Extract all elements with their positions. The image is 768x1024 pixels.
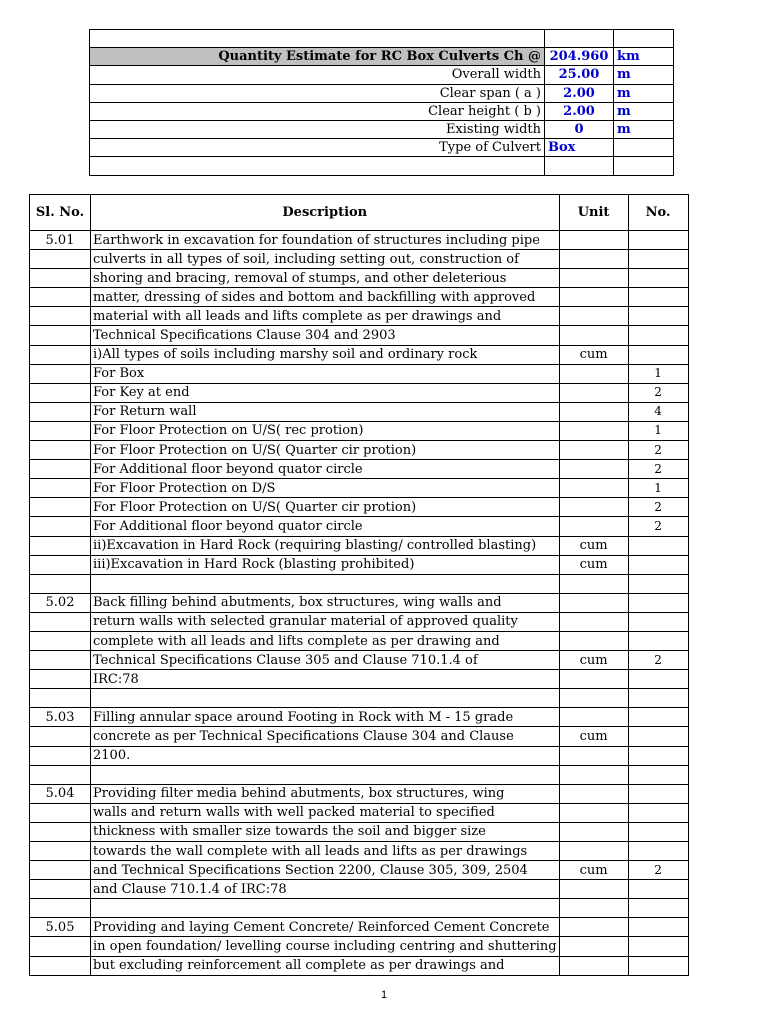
sl-no-cell xyxy=(30,326,91,345)
description-cell: Back filling behind abutments, box structures, wing walls and xyxy=(91,593,560,612)
no-cell: 1 xyxy=(628,479,688,498)
table-row xyxy=(30,593,689,612)
unit-cell xyxy=(559,631,628,650)
table-row xyxy=(30,441,689,460)
sl-no-cell xyxy=(30,498,91,517)
table-row xyxy=(30,555,689,574)
no-cell: 2 xyxy=(628,460,688,479)
no-cell xyxy=(628,746,688,765)
table-row xyxy=(30,651,689,670)
no-cell xyxy=(628,937,688,956)
parameter-label: Type of Culvert xyxy=(90,139,545,157)
description-cell: ii)Excavation in Hard Rock (requiring blasting/ controlled blasting) xyxy=(91,536,560,555)
no-cell: 2 xyxy=(628,861,688,880)
no-cell xyxy=(628,574,688,593)
sl-no-cell xyxy=(30,956,91,975)
sl-no-cell xyxy=(30,937,91,956)
description-cell: For Floor Protection on U/S( Quarter cir protion) xyxy=(91,498,560,517)
sl-no-cell xyxy=(30,345,91,364)
unit-cell xyxy=(559,822,628,841)
description-cell: iii)Excavation in Hard Rock (blasting prohibited) xyxy=(91,555,560,574)
col-unit: Unit xyxy=(559,195,628,231)
description-cell: but excluding reinforcement all complete as per drawings and xyxy=(91,956,560,975)
table-row xyxy=(30,842,689,861)
no-cell: 4 xyxy=(628,402,688,421)
no-cell xyxy=(628,708,688,727)
sl-no-cell xyxy=(30,842,91,861)
no-cell xyxy=(628,250,688,269)
unit-cell: cum xyxy=(559,861,628,880)
chainage-value: 204.960 xyxy=(545,48,614,66)
description-cell: culverts in all types of soil, including setting out, construction of xyxy=(91,250,560,269)
table-row xyxy=(30,574,689,593)
description-cell: Filling annular space around Footing in Rock with M - 15 grade xyxy=(91,708,560,727)
unit-cell xyxy=(559,708,628,727)
unit-cell xyxy=(559,956,628,975)
sl-no-cell xyxy=(30,899,91,918)
description-cell xyxy=(91,899,560,918)
parameter-unit: m xyxy=(614,120,674,138)
unit-cell xyxy=(559,498,628,517)
unit-cell xyxy=(559,364,628,383)
parameter-unit: m xyxy=(614,66,674,84)
parameter-label: Clear height ( b ) xyxy=(90,102,545,120)
chainage-unit: km xyxy=(614,48,674,66)
description-cell: Providing filter media behind abutments, box structures, wing xyxy=(91,784,560,803)
unit-cell xyxy=(559,231,628,250)
sl-no-cell xyxy=(30,612,91,631)
unit-cell xyxy=(559,269,628,288)
parameter-label: Overall width xyxy=(90,66,545,84)
table-row xyxy=(30,517,689,536)
table-row xyxy=(30,364,689,383)
sl-no-cell xyxy=(30,631,91,650)
parameter-unit xyxy=(614,139,674,157)
table-row xyxy=(30,479,689,498)
table-row xyxy=(30,689,689,708)
no-cell xyxy=(628,326,688,345)
unit-cell xyxy=(559,918,628,937)
sl-no-cell xyxy=(30,822,91,841)
description-cell: Technical Specifications Clause 304 and 2903 xyxy=(91,326,560,345)
parameter-row xyxy=(90,66,674,84)
sl-no-cell xyxy=(30,288,91,307)
table-row xyxy=(30,421,689,440)
no-cell: 2 xyxy=(628,441,688,460)
no-cell xyxy=(628,803,688,822)
sl-no-cell xyxy=(30,803,91,822)
table-row xyxy=(30,498,689,517)
unit-cell xyxy=(559,670,628,689)
sl-no-cell: 5.02 xyxy=(30,593,91,612)
parameter-value: Box xyxy=(545,139,614,157)
sl-no-cell xyxy=(30,574,91,593)
parameter-value: 0 xyxy=(545,120,614,138)
sl-no-cell xyxy=(30,517,91,536)
table-row xyxy=(30,326,689,345)
no-cell xyxy=(628,784,688,803)
unit-cell xyxy=(559,784,628,803)
sl-no-cell xyxy=(30,861,91,880)
no-cell xyxy=(628,727,688,746)
table-row xyxy=(30,402,689,421)
table-row xyxy=(30,460,689,479)
parameter-value: 2.00 xyxy=(545,102,614,120)
table-row xyxy=(30,956,689,975)
unit-cell xyxy=(559,383,628,402)
description-cell: i)All types of soils including marshy soil and ordinary rock xyxy=(91,345,560,364)
culvert-parameters-table xyxy=(89,29,674,176)
unit-cell xyxy=(559,880,628,899)
unit-cell xyxy=(559,441,628,460)
description-cell: Earthwork in excavation for foundation of structures including pipe xyxy=(91,231,560,250)
description-cell: and Clause 710.1.4 of IRC:78 xyxy=(91,880,560,899)
unit-cell xyxy=(559,612,628,631)
sl-no-cell xyxy=(30,555,91,574)
sl-no-cell xyxy=(30,364,91,383)
no-cell xyxy=(628,689,688,708)
description-cell xyxy=(91,765,560,784)
parameter-row xyxy=(90,120,674,138)
sl-no-cell xyxy=(30,421,91,440)
table-row xyxy=(30,269,689,288)
sl-no-cell xyxy=(30,441,91,460)
unit-cell xyxy=(559,842,628,861)
no-cell: 1 xyxy=(628,364,688,383)
no-cell xyxy=(628,536,688,555)
table-row xyxy=(30,288,689,307)
table-row xyxy=(30,822,689,841)
table-row xyxy=(30,250,689,269)
sl-no-cell xyxy=(30,250,91,269)
sl-no-cell xyxy=(30,670,91,689)
description-cell: 2100. xyxy=(91,746,560,765)
no-cell xyxy=(628,288,688,307)
unit-cell xyxy=(559,421,628,440)
parameter-unit: m xyxy=(614,102,674,120)
unit-cell xyxy=(559,689,628,708)
unit-cell xyxy=(559,326,628,345)
no-cell xyxy=(628,269,688,288)
description-cell xyxy=(91,689,560,708)
table-row xyxy=(30,899,689,918)
no-cell xyxy=(628,670,688,689)
description-cell: matter, dressing of sides and bottom and backfilling with approved xyxy=(91,288,560,307)
parameter-value: 2.00 xyxy=(545,84,614,102)
unit-cell xyxy=(559,479,628,498)
description-cell: For Key at end xyxy=(91,383,560,402)
table-row xyxy=(30,880,689,899)
sl-no-cell xyxy=(30,536,91,555)
description-cell: and Technical Specifications Section 2200, Clause 305, 309, 2504 xyxy=(91,861,560,880)
unit-cell xyxy=(559,307,628,326)
description-cell: Technical Specifications Clause 305 and Clause 710.1.4 of xyxy=(91,651,560,670)
no-cell xyxy=(628,822,688,841)
sl-no-cell: 5.03 xyxy=(30,708,91,727)
sl-no-cell xyxy=(30,689,91,708)
sl-no-cell: 5.05 xyxy=(30,918,91,937)
no-cell xyxy=(628,593,688,612)
table-row xyxy=(30,670,689,689)
no-cell xyxy=(628,918,688,937)
description-cell: For Additional floor beyond quator circle xyxy=(91,460,560,479)
unit-cell xyxy=(559,937,628,956)
unit-cell xyxy=(559,250,628,269)
col-no: No. xyxy=(628,195,688,231)
col-description: Description xyxy=(91,195,560,231)
no-cell: 2 xyxy=(628,498,688,517)
table-row xyxy=(30,345,689,364)
col-sl-no: Sl. No. xyxy=(30,195,91,231)
table-row xyxy=(30,765,689,784)
table-row xyxy=(30,536,689,555)
description-cell: walls and return walls with well packed material to specified xyxy=(91,803,560,822)
unit-cell xyxy=(559,899,628,918)
no-cell: 2 xyxy=(628,517,688,536)
parameter-label: Existing width xyxy=(90,120,545,138)
page-number: 1 xyxy=(380,989,388,1001)
description-cell: For Floor Protection on U/S( Quarter cir protion) xyxy=(91,441,560,460)
no-cell xyxy=(628,956,688,975)
header-blank-row xyxy=(90,157,674,175)
table-row xyxy=(30,784,689,803)
sl-no-cell: 5.01 xyxy=(30,231,91,250)
sl-no-cell xyxy=(30,269,91,288)
unit-cell xyxy=(559,765,628,784)
unit-cell xyxy=(559,593,628,612)
sl-no-cell xyxy=(30,479,91,498)
sl-no-cell xyxy=(30,651,91,670)
unit-cell xyxy=(559,803,628,822)
estimate-title: Quantity Estimate for RC Box Culverts Ch @ xyxy=(90,48,545,66)
sl-no-cell xyxy=(30,727,91,746)
table-row xyxy=(30,803,689,822)
table-row xyxy=(30,708,689,727)
no-cell xyxy=(628,631,688,650)
description-cell: in open foundation/ levelling course including centring and shuttering xyxy=(91,937,560,956)
table-row xyxy=(30,727,689,746)
parameter-row xyxy=(90,102,674,120)
quantity-estimate-table xyxy=(29,194,689,976)
no-cell xyxy=(628,345,688,364)
description-cell: For Floor Protection on D/S xyxy=(91,479,560,498)
no-cell: 2 xyxy=(628,383,688,402)
description-cell: For Box xyxy=(91,364,560,383)
sl-no-cell: 5.04 xyxy=(30,784,91,803)
table-row xyxy=(30,231,689,250)
sl-no-cell xyxy=(30,402,91,421)
unit-cell: cum xyxy=(559,536,628,555)
unit-cell: cum xyxy=(559,651,628,670)
description-cell: thickness with smaller size towards the soil and bigger size xyxy=(91,822,560,841)
table-row xyxy=(30,383,689,402)
description-cell: For Additional floor beyond quator circle xyxy=(91,517,560,536)
header-blank-row xyxy=(90,30,674,48)
no-cell xyxy=(628,612,688,631)
parameter-row xyxy=(90,139,674,157)
no-cell xyxy=(628,231,688,250)
parameter-unit: m xyxy=(614,84,674,102)
description-cell: complete with all leads and lifts complete as per drawing and xyxy=(91,631,560,650)
sl-no-cell xyxy=(30,765,91,784)
parameter-row xyxy=(90,84,674,102)
unit-cell xyxy=(559,574,628,593)
unit-cell xyxy=(559,460,628,479)
table-row xyxy=(30,918,689,937)
description-cell: For Floor Protection on U/S( rec protion) xyxy=(91,421,560,440)
description-cell: shoring and bracing, removal of stumps, and other deleterious xyxy=(91,269,560,288)
sl-no-cell xyxy=(30,307,91,326)
no-cell xyxy=(628,555,688,574)
description-cell: towards the wall complete with all leads and lifts as per drawings xyxy=(91,842,560,861)
table-row xyxy=(30,937,689,956)
unit-cell xyxy=(559,288,628,307)
parameter-value: 25.00 xyxy=(545,66,614,84)
no-cell: 1 xyxy=(628,421,688,440)
unit-cell: cum xyxy=(559,727,628,746)
sl-no-cell xyxy=(30,460,91,479)
table-row xyxy=(30,746,689,765)
description-cell: concrete as per Technical Specifications Clause 304 and Clause xyxy=(91,727,560,746)
table-row xyxy=(30,631,689,650)
description-cell xyxy=(91,574,560,593)
sl-no-cell xyxy=(30,880,91,899)
no-cell: 2 xyxy=(628,651,688,670)
no-cell xyxy=(628,307,688,326)
table-header-row xyxy=(30,195,689,231)
sl-no-cell xyxy=(30,383,91,402)
unit-cell: cum xyxy=(559,555,628,574)
no-cell xyxy=(628,899,688,918)
unit-cell xyxy=(559,402,628,421)
no-cell xyxy=(628,880,688,899)
description-cell: For Return wall xyxy=(91,402,560,421)
table-row xyxy=(30,612,689,631)
no-cell xyxy=(628,842,688,861)
description-cell: Providing and laying Cement Concrete/ Reinforced Cement Concrete xyxy=(91,918,560,937)
table-row xyxy=(30,861,689,880)
unit-cell xyxy=(559,746,628,765)
sl-no-cell xyxy=(30,746,91,765)
description-cell: material with all leads and lifts complete as per drawings and xyxy=(91,307,560,326)
description-cell: IRC:78 xyxy=(91,670,560,689)
unit-cell xyxy=(559,517,628,536)
no-cell xyxy=(628,765,688,784)
parameter-label: Clear span ( a ) xyxy=(90,84,545,102)
unit-cell: cum xyxy=(559,345,628,364)
table-row xyxy=(30,307,689,326)
header-title-row xyxy=(90,48,674,66)
description-cell: return walls with selected granular material of approved quality xyxy=(91,612,560,631)
